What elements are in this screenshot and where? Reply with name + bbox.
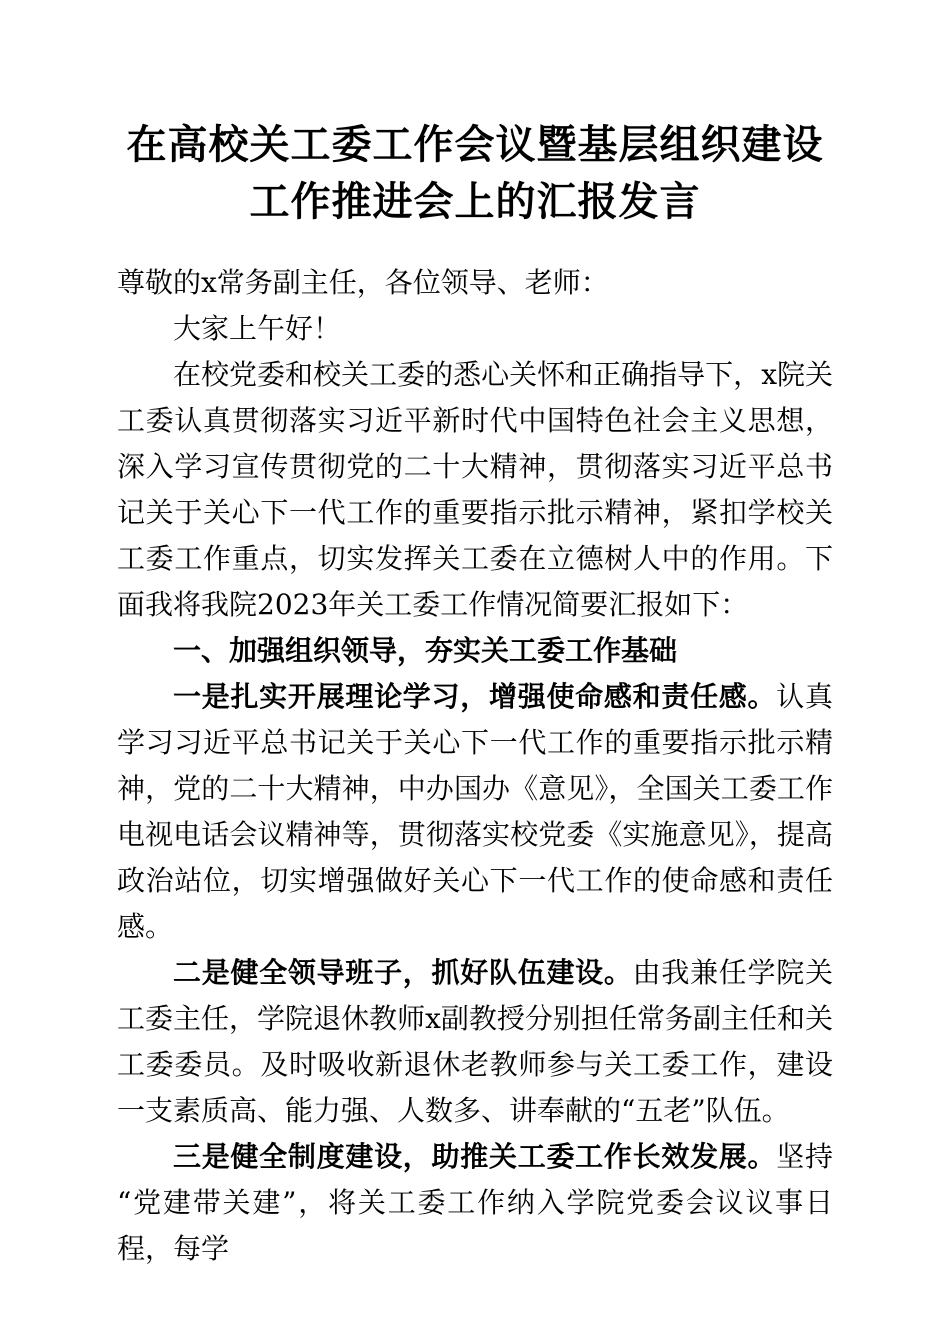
paragraph-3-lead: 三是健全制度建设，助推关工委工作长效发展。	[173, 1140, 777, 1173]
paragraph-1-lead: 一是扎实开展理论学习，增强使命感和责任感。	[173, 680, 777, 713]
section-1-paragraph-1	[117, 674, 833, 950]
paragraph-2-text: 由我兼任学院关工委主任，学院退休教师x副教授分别担任常务副主任和关工委委员。及时吸收新退休老教师参与关工委工作，建设一支素质高、能力强、人数多、讲奉献的“五老”队伍。	[117, 956, 833, 1127]
salutation-line: 尊敬的x常务副主任，各位领导、老师：	[117, 266, 609, 299]
document-body	[117, 260, 833, 1272]
section-1-paragraph-3	[117, 1134, 833, 1272]
section-1-paragraph-2	[117, 950, 833, 1134]
intro-paragraph: 在校党委和校关工委的悉心关怀和正确指导下，x院关工委认真贯彻落实习近平新时代中国特色社会主义思想，深入学习宣传贯彻党的二十大精神，贯彻落实习近平总书记关于关心下一代工作的重要指示批示精神，紧扣学校关工委工作重点，切实发挥关工委在立德树人中的作用。下面我将我院2023年关工委工作情况简要汇报如下：	[117, 358, 833, 621]
paragraph-3-text: 坚持“党建带关建”，将关工委工作纳入学院党委会议议事日程，每学	[117, 1140, 833, 1265]
greeting-line: 大家上午好！	[173, 312, 342, 345]
paragraph-2-lead: 二是健全领导班子，抓好队伍建设。	[173, 956, 633, 989]
paragraph-1-text: 认真学习习近平总书记关于关心下一代工作的重要指示批示精神，党的二十大精神，中办国办《意见》，全国关工委工作电视电话会议精神等，贯彻落实校党委《实施意见》，提高政治站位，切实增强做好关心下一代工作的使命感和责任感。	[117, 680, 833, 943]
section-1-heading: 一、加强组织领导，夯实关工委工作基础	[173, 634, 678, 667]
document-title: 在高校关工委工作会议暨基层组织建设工作推进会上的汇报发言	[126, 121, 824, 225]
